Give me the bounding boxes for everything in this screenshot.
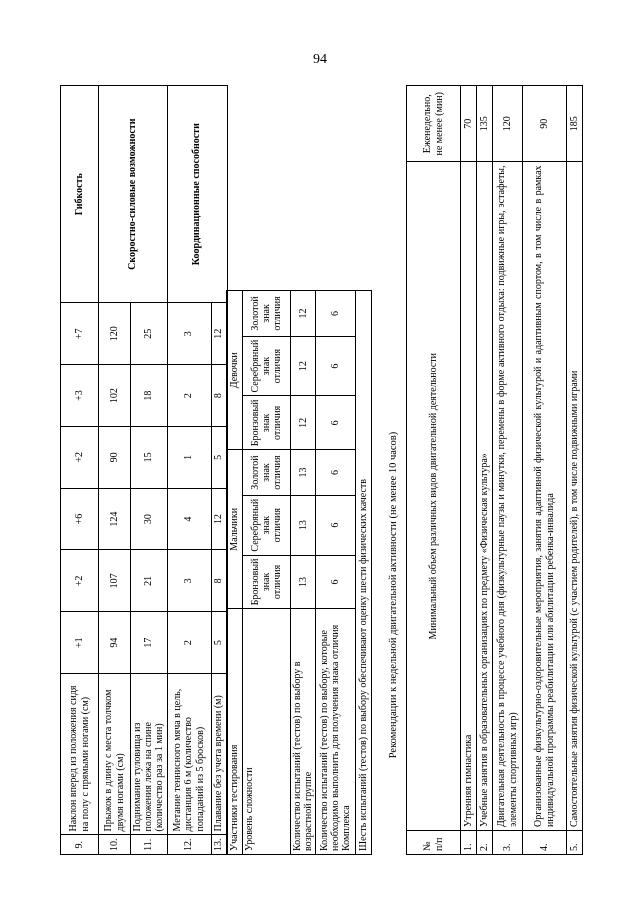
cell-value: 4 bbox=[167, 488, 211, 550]
row-number: 2. bbox=[477, 830, 493, 854]
cell-value: 21 bbox=[131, 550, 168, 612]
difficulty-label: Уровень сложности bbox=[243, 609, 291, 855]
activity-text: Самостоятельные занятия физической культурой (с участием родителей), в том числе подвижными играми bbox=[567, 162, 583, 831]
cell-value: 94 bbox=[99, 612, 131, 674]
cell-value: 2 bbox=[167, 365, 211, 427]
quality-group: Координационные способности bbox=[167, 86, 227, 303]
cell-value: +1 bbox=[61, 612, 99, 674]
boys-header: Мальчики bbox=[227, 450, 243, 609]
test-name: Поднимание туловища из положения лежа на спине (количество раз за 1 мин) bbox=[131, 674, 168, 835]
test-name: Наклон вперед из положения сидя на полу с прямыми ногами (см) bbox=[61, 674, 99, 835]
rotated-content bbox=[60, 85, 590, 855]
row-number: 12. bbox=[167, 835, 211, 855]
col-minutes-header: Еженедельно, не менее (мин) bbox=[407, 86, 461, 162]
cell-value: 5 bbox=[211, 426, 227, 488]
cell-value: +6 bbox=[61, 488, 99, 550]
activity-text: Двигательная деятельность в процессе учебного дня (физкультурные паузы и минутки, перемены в форме активного отдыха: подвижные игры, эстафеты, элементы спортивных игр) bbox=[493, 162, 523, 831]
cell-value: 13 bbox=[291, 495, 316, 555]
difficulty-table bbox=[226, 85, 372, 855]
badge-header: Золотой знак отличия bbox=[243, 291, 291, 337]
table-row bbox=[99, 86, 131, 855]
minutes-value: 185 bbox=[567, 86, 583, 162]
cell-value: 1 bbox=[167, 426, 211, 488]
cell-value: 2 bbox=[167, 612, 211, 674]
cell-value: +7 bbox=[61, 303, 99, 365]
row-number: 10. bbox=[99, 835, 131, 855]
cell-value: 107 bbox=[99, 550, 131, 612]
cell-value: 13 bbox=[291, 555, 316, 609]
table-row bbox=[567, 86, 583, 855]
participants-label: Участники тестирования bbox=[227, 609, 243, 855]
cell-value: 18 bbox=[131, 365, 168, 427]
cell-value: +3 bbox=[61, 365, 99, 427]
table-row bbox=[61, 86, 99, 855]
row-label: Количество испытаний (тестов) по выбору, которые необходимо выполнить для получения знака отличия Комплекса bbox=[316, 609, 356, 855]
cell-value: 6 bbox=[316, 291, 356, 337]
cell-value: 6 bbox=[316, 396, 356, 450]
table-row bbox=[461, 86, 477, 855]
cell-value: 8 bbox=[211, 365, 227, 427]
recommendations-title: Рекомендации к недельной двигательной активности (не менее 10 часов) bbox=[388, 431, 399, 759]
cell-value: 12 bbox=[291, 396, 316, 450]
cell-value: 12 bbox=[211, 488, 227, 550]
activity-text: Утренняя гимнастика bbox=[461, 162, 477, 831]
cell-value: +2 bbox=[61, 550, 99, 612]
row-number: 5. bbox=[567, 830, 583, 854]
col-num-header: № п/п bbox=[407, 830, 461, 854]
activity-text: Организованные физкультурно-оздоровительные мероприятия, занятия адаптивной физической культурой и адаптивным спортом, в том числе в рамках индивидуальной программы реабилитации или абилитации ребенка-инвалида bbox=[523, 162, 567, 831]
row-label: Шесть испытаний (тестов) по выбору обеспечивают оценку шести физических качеств bbox=[356, 291, 372, 855]
badge-header: Золотой знак отличия bbox=[243, 450, 291, 496]
row-number: 9. bbox=[61, 835, 99, 855]
cell-value: 12 bbox=[211, 303, 227, 365]
recommendations-table bbox=[406, 85, 583, 855]
cell-value: 12 bbox=[291, 336, 316, 396]
row-number: 13. bbox=[211, 835, 227, 855]
badge-header: Бронзовый знак отличия bbox=[243, 396, 291, 450]
row-number: 11. bbox=[131, 835, 168, 855]
norms-table bbox=[60, 85, 228, 855]
badge-header: Серебряный знак отличия bbox=[243, 495, 291, 555]
cell-value: 6 bbox=[316, 495, 356, 555]
cell-value: 6 bbox=[316, 555, 356, 609]
girls-header: Девочки bbox=[227, 291, 243, 450]
activity-text: Учебные занятия в образовательных организациях по предмету «Физическая культура» bbox=[477, 162, 493, 831]
minutes-value: 90 bbox=[523, 86, 567, 162]
cell-value: 30 bbox=[131, 488, 168, 550]
quality-group: Скоростно-силовые возможности bbox=[99, 86, 168, 303]
row-label: Количество испытаний (тестов) по выбору в возрастной группе bbox=[291, 609, 316, 855]
cell-value: 13 bbox=[291, 450, 316, 496]
row-number: 1. bbox=[461, 830, 477, 854]
table-row bbox=[167, 86, 211, 855]
table-row bbox=[407, 86, 461, 855]
test-name: Плавание без учета времени (м) bbox=[211, 674, 227, 835]
table-row bbox=[477, 86, 493, 855]
cell-value: 6 bbox=[316, 336, 356, 396]
minutes-value: 70 bbox=[461, 86, 477, 162]
test-name: Метание теннисного мяча в цель, дистанция 6 м (количество попаданий из 5 бросков) bbox=[167, 674, 211, 835]
col-activity-header: Минимальный объем различных видов двигательной деятельности bbox=[407, 162, 461, 831]
cell-value: 102 bbox=[99, 365, 131, 427]
table-row bbox=[227, 85, 243, 855]
cell-value: 12 bbox=[291, 291, 316, 337]
minutes-value: 135 bbox=[477, 86, 493, 162]
page-number: 94 bbox=[313, 52, 327, 67]
table-row bbox=[523, 86, 567, 855]
cell-value: 120 bbox=[99, 303, 131, 365]
table-row bbox=[493, 86, 523, 855]
row-number: 4. bbox=[523, 830, 567, 854]
cell-value: 124 bbox=[99, 488, 131, 550]
cell-value: 3 bbox=[167, 550, 211, 612]
cell-value: +2 bbox=[61, 426, 99, 488]
cell-value: 6 bbox=[316, 450, 356, 496]
badge-header: Бронзовый знак отличия bbox=[243, 555, 291, 609]
minutes-value: 120 bbox=[493, 86, 523, 162]
cell-value: 5 bbox=[211, 612, 227, 674]
quality-group: Гибкость bbox=[61, 86, 99, 303]
cell-value: 90 bbox=[99, 426, 131, 488]
test-name: Прыжок в длину с места толчком двумя ногами (см) bbox=[99, 674, 131, 835]
badge-header: Серебряный знак отличия bbox=[243, 336, 291, 396]
cell-value: 17 bbox=[131, 612, 168, 674]
cell-value: 25 bbox=[131, 303, 168, 365]
row-number: 3. bbox=[493, 830, 523, 854]
cell-value: 15 bbox=[131, 426, 168, 488]
cell-value: 3 bbox=[167, 303, 211, 365]
cell-value: 8 bbox=[211, 550, 227, 612]
